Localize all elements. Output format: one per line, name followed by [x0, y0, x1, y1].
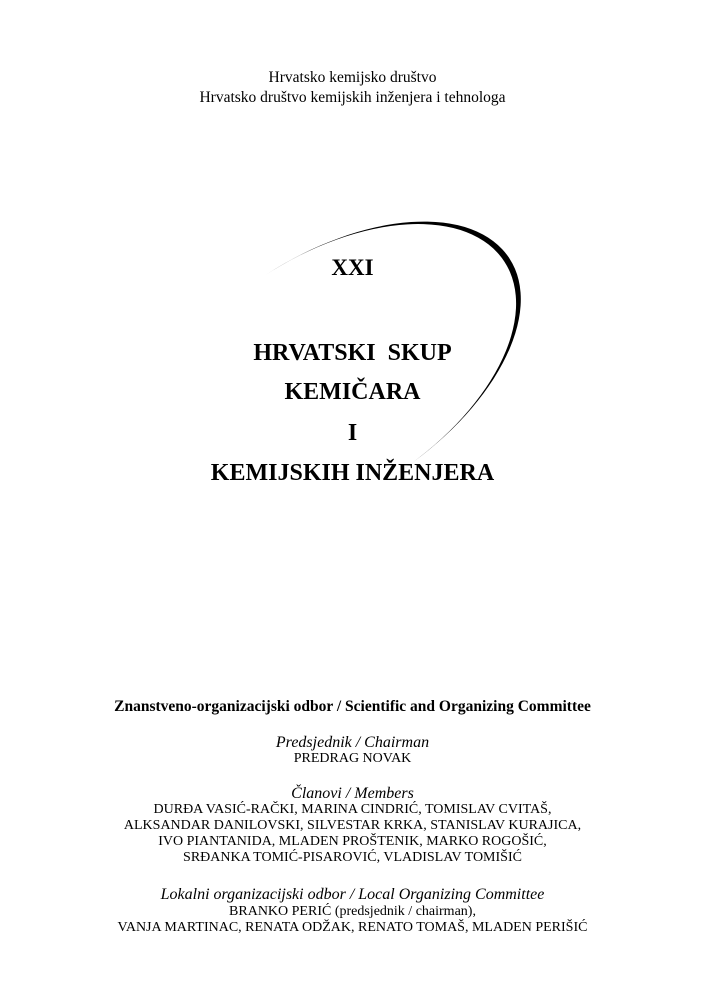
members-line: SRĐANKA TOMIĆ-PISAROVIĆ, VLADISLAV TOMIŠIĆ — [183, 850, 522, 865]
society-name-line: Hrvatsko kemijsko društvo — [268, 69, 437, 86]
local-committee-role: Lokalni organizacijski odbor / Local Organizing Committee — [160, 886, 545, 903]
conference-title-line: HRVATSKI SKUP — [253, 340, 452, 366]
conference-title-line: KEMIČARA — [284, 379, 421, 405]
chairman-name: PREDRAG NOVAK — [293, 751, 412, 766]
chairman-role: Predsjednik / Chairman — [275, 734, 430, 751]
local-committee-line: BRANKO PERIĆ (predsjednik / chairman), — [229, 904, 476, 919]
local-committee-list — [0, 904, 705, 936]
conference-title-line: KEMIJSKIH INŽENJERA — [210, 460, 495, 486]
members-line: DURĐA VASIĆ-RAČKI, MARINA CINDRIĆ, TOMISLAV CVITAŠ, — [153, 802, 552, 817]
edition-number: XXI — [331, 255, 374, 280]
members-line: IVO PIANTANIDA, MLADEN PROŠTENIK, MARKO ROGOŠIĆ, — [158, 834, 547, 849]
members-list — [0, 802, 705, 866]
committee-heading: Znanstveno-organizacijski odbor / Scientific and Organizing Committee — [114, 698, 591, 715]
members-role: Članovi / Members — [291, 785, 414, 802]
society-name-line: Hrvatsko društvo kemijskih inženjera i tehnologa — [199, 89, 506, 106]
local-committee-line: VANJA MARTINAC, RENATA ODŽAK, RENATO TOMAŠ, MLADEN PERIŠIĆ — [117, 920, 588, 935]
members-line: ALKSANDAR DANILOVSKI, SILVESTAR KRKA, STANISLAV KURAJICA, — [123, 818, 582, 833]
conference-title-line: I — [347, 420, 358, 446]
